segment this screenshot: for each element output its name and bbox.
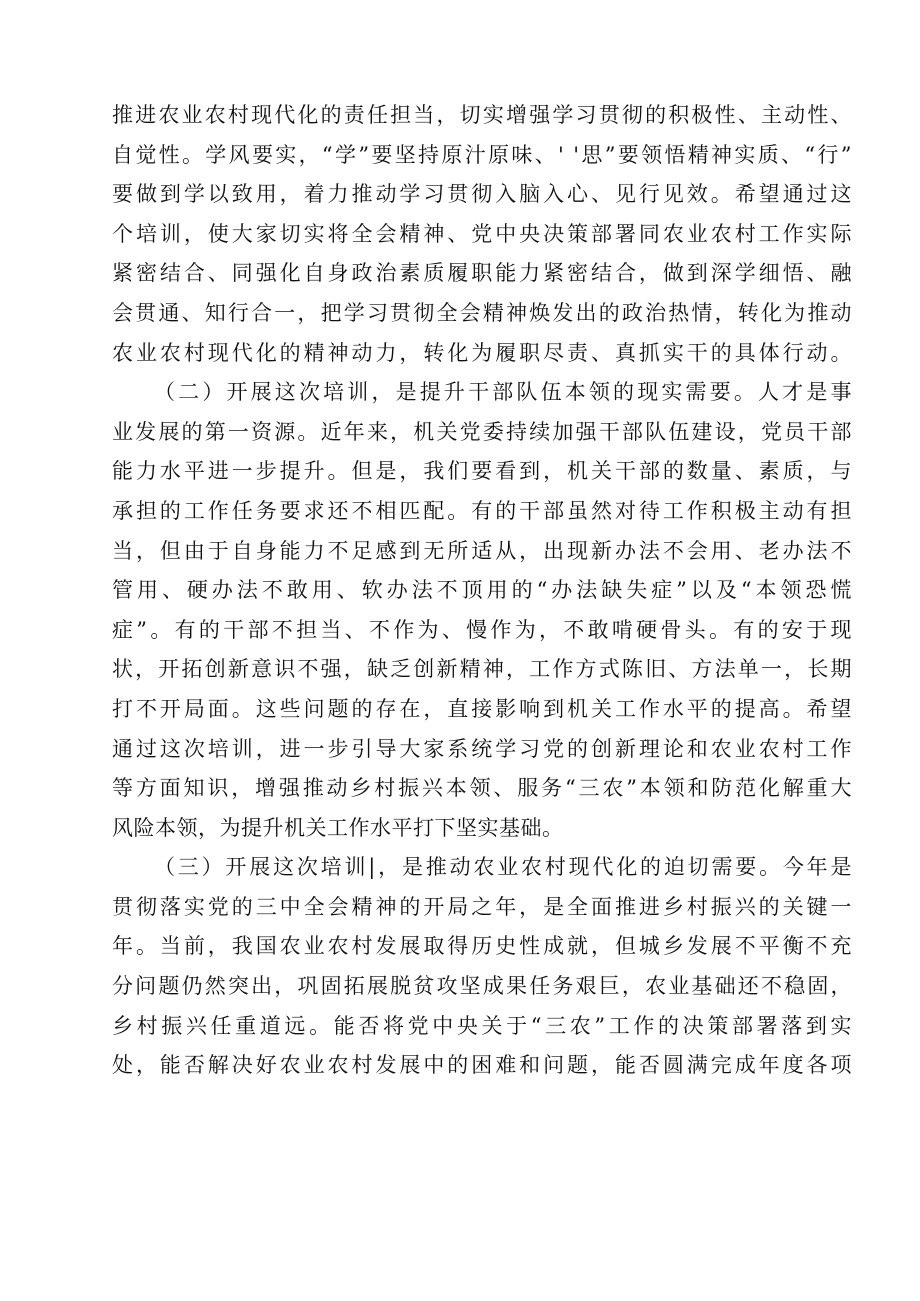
text-line: 个培训，使大家切实将全会精神、党中央决策部署同农业农村工作实际 (112, 221, 852, 246)
paragraph (112, 96, 852, 373)
text-line: 处，能否解决好农业农村发展中的困难和问题，能否圆满完成年度各项 (112, 1053, 852, 1078)
text-line: （三）开展这次培训|，是推动农业农村现代化的迫切需要。今年是 (154, 855, 852, 880)
text-line: 承担的工作任务要求还不相匹配。有的干部虽然对待工作积极主动有担 (112, 498, 852, 523)
text-line: 分问题仍然突出，巩固拓展脱贫攻坚成果任务艰巨，农业基础还不稳固， (112, 974, 852, 999)
text-line: 通过这次培训，进一步引导大家系统学习党的创新理论和农业农村工作 (112, 736, 852, 761)
text-line: 年。当前，我国农业农村发展取得历史性成就，但城乡发展不平衡不充 (112, 934, 852, 959)
text-line: 状，开拓创新意识不强，缺乏创新精神，工作方式陈旧、方法单一，长期 (112, 657, 852, 682)
text-line: 乡村振兴任重道远。能否将党中央关于“三农”工作的决策部署落到实 (112, 1013, 852, 1038)
paragraph (112, 848, 852, 1086)
text-line: 风险本领，为提升机关工作水平打下坚实基础。 (112, 815, 564, 840)
text-line: 业发展的第一资源。近年来，机关党委持续加强干部队伍建设，党员干部 (112, 419, 852, 444)
text-line: 管用、硬办法不敢用、软办法不顶用的“办法缺失症”以及“本领恐慌 (112, 578, 852, 603)
text-line: 当，但由于自身能力不足感到无所适从，出现新办法不会用、老办法不 (112, 538, 852, 563)
text-line: 要做到学以致用，着力推动学习贯彻入脑入心、见行见效。希望通过这 (112, 182, 852, 207)
text-line: 打不开局面。这些问题的存在，直接影响到机关工作水平的提高。希望 (112, 696, 852, 721)
text-line: 症”。有的干部不担当、不作为、慢作为，不敢啃硬骨头。有的安于现 (112, 617, 852, 642)
text-line: 贯彻落实党的三中全会精神的开局之年，是全面推进乡村振兴的关键一 (112, 894, 852, 919)
text-line: 推进农业农村现代化的责任担当，切实增强学习贯彻的积极性、主动性、 (112, 103, 852, 127)
paragraph (112, 373, 852, 848)
text-line: 等方面知识，增强推动乡村振兴本领、服务“三农”本领和防范化解重大 (112, 776, 852, 801)
text-line: 农业农村现代化的精神动力，转化为履职尽责、真抓实干的具体行动。 (112, 340, 852, 365)
text-line: 紧密结合、同强化自身政治素质履职能力紧密结合，做到深学细悟、融 (112, 261, 852, 286)
document-body (112, 96, 852, 1086)
text-line: 能力水平进一步提升。但是，我们要看到，机关干部的数量、素质，与 (112, 459, 852, 484)
text-line: 会贯通、知行合一，把学习贯彻全会精神焕发出的政治热情，转化为推动 (112, 300, 852, 325)
text-line: 自觉性。学风要实，“学”要坚持原汁原味、' '思”要领悟精神实质、“行” (112, 142, 852, 167)
text-line: （二）开展这次培训，是提升干部队伍本领的现实需要。人才是事 (154, 380, 852, 405)
